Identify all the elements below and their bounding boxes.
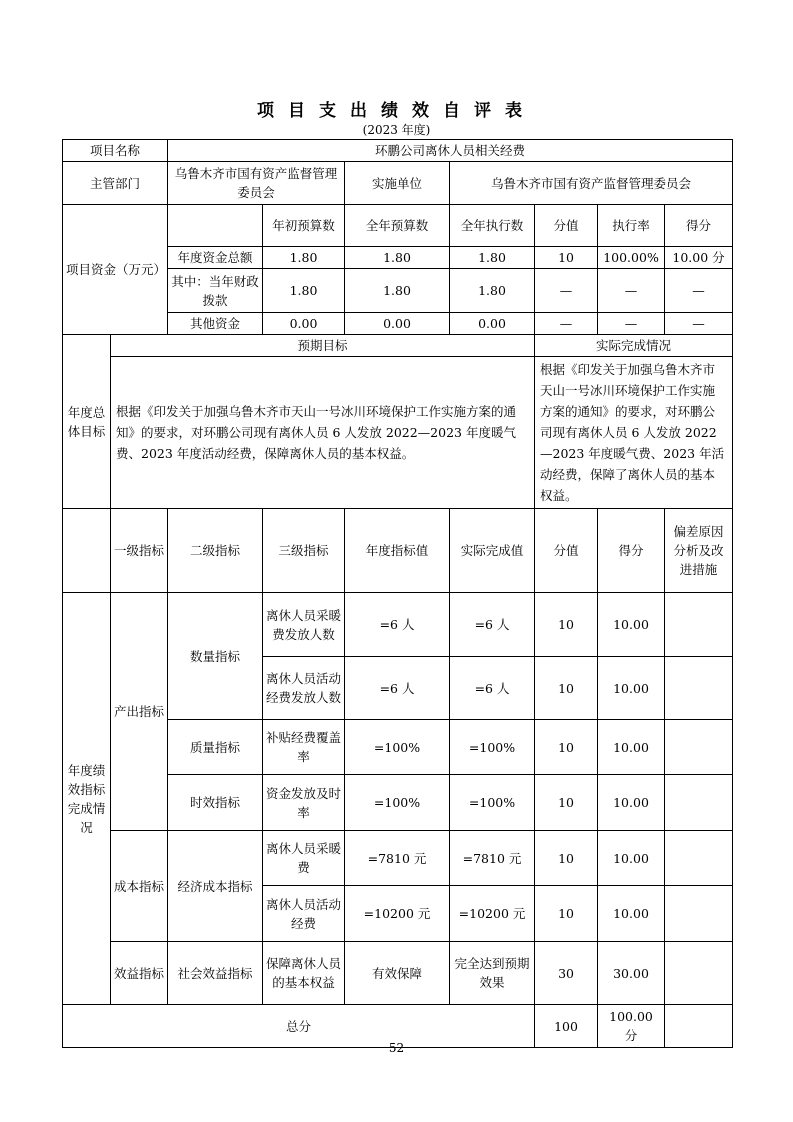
funds-cell: 1.80 [450, 269, 535, 313]
indicator-header-cell: 年度指标值 [345, 509, 450, 593]
target-cell: =6 人 [345, 593, 450, 657]
project-name-label: 项目名称 [63, 140, 168, 162]
got-cell: 10.00 [598, 657, 665, 720]
funds-cell: — [535, 269, 598, 313]
indicator-header-blank [63, 509, 111, 593]
funds-row-label: 年度资金总额 [168, 247, 263, 269]
score-cell: 10 [535, 886, 598, 942]
actual-cell: =100% [450, 775, 535, 831]
funds-cell: 10 [535, 247, 598, 269]
target-cell: =100% [345, 720, 450, 775]
goals-header-row [63, 335, 733, 357]
note-cell [665, 775, 733, 831]
funds-header-cell: 得分 [665, 205, 733, 247]
level3-cell: 补贴经费覆盖率 [263, 720, 345, 775]
funds-header-cell: 分值 [535, 205, 598, 247]
actual-cell: 完全达到预期效果 [450, 942, 535, 1005]
level3-cell: 保障离休人员的基本权益 [263, 942, 345, 1005]
note-cell [665, 657, 733, 720]
actual-goal-text: 根据《印发关于加强乌鲁木齐市天山一号冰川环境保护工作实施方案的通知》的要求，对环鹏公司现有离休人员 6 人发放 2022—2023 年度暖气费、2023 年活动经费，保障了离休人员的基本权益。 [535, 357, 733, 509]
funds-header-cell: 年初预算数 [263, 205, 345, 247]
indicator-header-cell: 实际完成值 [450, 509, 535, 593]
level1-cost: 成本指标 [111, 831, 168, 942]
score-cell: 10 [535, 720, 598, 775]
funds-cell: 1.80 [345, 269, 450, 313]
funds-cell: — [665, 269, 733, 313]
actual-cell: =100% [450, 720, 535, 775]
note-cell [665, 831, 733, 886]
funds-row-label: 其他资金 [168, 313, 263, 335]
total-label: 总分 [63, 1005, 535, 1048]
score-cell: 10 [535, 657, 598, 720]
total-score: 100 [535, 1005, 598, 1048]
project-name-row [63, 140, 733, 162]
funds-row-label: 其中：当年财政拨款 [168, 269, 263, 313]
funds-cell: 10.00 分 [665, 247, 733, 269]
goals-label: 年度总体目标 [63, 335, 111, 509]
level3-cell: 离休人员采暖费 [263, 831, 345, 886]
funds-label: 项目资金（万元） [63, 205, 168, 335]
got-cell: 10.00 [598, 831, 665, 886]
got-cell: 10.00 [598, 886, 665, 942]
indicator-header-cell: 得分 [598, 509, 665, 593]
funds-cell: 0.00 [263, 313, 345, 335]
score-cell: 10 [535, 775, 598, 831]
funds-cell: — [598, 269, 665, 313]
indicator-header-cell: 分值 [535, 509, 598, 593]
funds-header-row [63, 205, 733, 247]
funds-cell: — [598, 313, 665, 335]
funds-header-cell: 全年预算数 [345, 205, 450, 247]
got-cell: 10.00 [598, 775, 665, 831]
expected-goal-text: 根据《印发关于加强乌鲁木齐市天山一号冰川环境保护工作实施方案的通知》的要求，对环鹏公司现有离休人员 6 人发放 2022—2023 年度暖气费、2023 年度活动经费，保障离休人员的基本权益。 [111, 357, 535, 509]
indicator-row [63, 942, 733, 1005]
department-value: 乌鲁木齐市国有资产监督管理委员会 [168, 162, 345, 205]
funds-cell: 1.80 [263, 269, 345, 313]
indicator-header-cell: 偏差原因分析及改进措施 [665, 509, 733, 593]
actual-cell: =10200 元 [450, 886, 535, 942]
goals-content-row [63, 357, 733, 509]
department-label: 主管部门 [63, 162, 168, 205]
got-cell: 10.00 [598, 593, 665, 657]
implementer-value: 乌鲁木齐市国有资产监督管理委员会 [450, 162, 733, 205]
actual-goal-label: 实际完成情况 [535, 335, 733, 357]
indicator-header-row [63, 509, 733, 593]
document-title: 项目支出绩效自评表 [257, 101, 536, 121]
funds-cell: 0.00 [345, 313, 450, 335]
total-got: 100.00 分 [598, 1005, 665, 1048]
target-cell: =100% [345, 775, 450, 831]
project-name-value: 环鹏公司离休人员相关经费 [168, 140, 733, 162]
indicator-header-cell: 三级指标 [263, 509, 345, 593]
indicator-section-label: 年度绩效指标完成情况 [63, 593, 111, 1005]
got-cell: 30.00 [598, 942, 665, 1005]
level3-cell: 资金发放及时率 [263, 775, 345, 831]
level2-economic-cost: 经济成本指标 [168, 831, 263, 942]
note-cell [665, 886, 733, 942]
funds-cell: — [535, 313, 598, 335]
indicator-header-cell: 一级指标 [111, 509, 168, 593]
level3-cell: 离休人员活动经费发放人数 [263, 657, 345, 720]
expected-goal-label: 预期目标 [111, 335, 535, 357]
got-cell: 10.00 [598, 720, 665, 775]
funds-header-cell: 执行率 [598, 205, 665, 247]
level3-cell: 离休人员活动经费 [263, 886, 345, 942]
level1-output: 产出指标 [111, 593, 168, 831]
level2-social-benefit: 社会效益指标 [168, 942, 263, 1005]
funds-cell: 100.00% [598, 247, 665, 269]
target-cell: =6 人 [345, 657, 450, 720]
note-cell [665, 593, 733, 657]
level3-cell: 离休人员采暖费发放人数 [263, 593, 345, 657]
department-row [63, 162, 733, 205]
indicator-row [63, 831, 733, 886]
level2-quantity: 数量指标 [168, 593, 263, 720]
actual-cell: =7810 元 [450, 831, 535, 886]
page-number: 52 [388, 1041, 405, 1055]
year-note: (2023 年度) [362, 123, 431, 137]
score-cell: 10 [535, 831, 598, 886]
level2-timeliness: 时效指标 [168, 775, 263, 831]
actual-cell: =6 人 [450, 593, 535, 657]
target-cell: =7810 元 [345, 831, 450, 886]
funds-header-blank [168, 205, 263, 247]
indicator-header-cell: 二级指标 [168, 509, 263, 593]
actual-cell: =6 人 [450, 657, 535, 720]
level2-quality: 质量指标 [168, 720, 263, 775]
implementer-label: 实施单位 [345, 162, 450, 205]
funds-cell: — [665, 313, 733, 335]
note-cell [665, 942, 733, 1005]
evaluation-table [62, 139, 733, 1048]
funds-header-cell: 全年执行数 [450, 205, 535, 247]
indicator-row [63, 593, 733, 657]
funds-cell: 1.80 [345, 247, 450, 269]
target-cell: =10200 元 [345, 886, 450, 942]
score-cell: 30 [535, 942, 598, 1005]
note-cell [665, 720, 733, 775]
funds-cell: 1.80 [263, 247, 345, 269]
score-cell: 10 [535, 593, 598, 657]
level1-benefit: 效益指标 [111, 942, 168, 1005]
target-cell: 有效保障 [345, 942, 450, 1005]
funds-cell: 1.80 [450, 247, 535, 269]
funds-cell: 0.00 [450, 313, 535, 335]
